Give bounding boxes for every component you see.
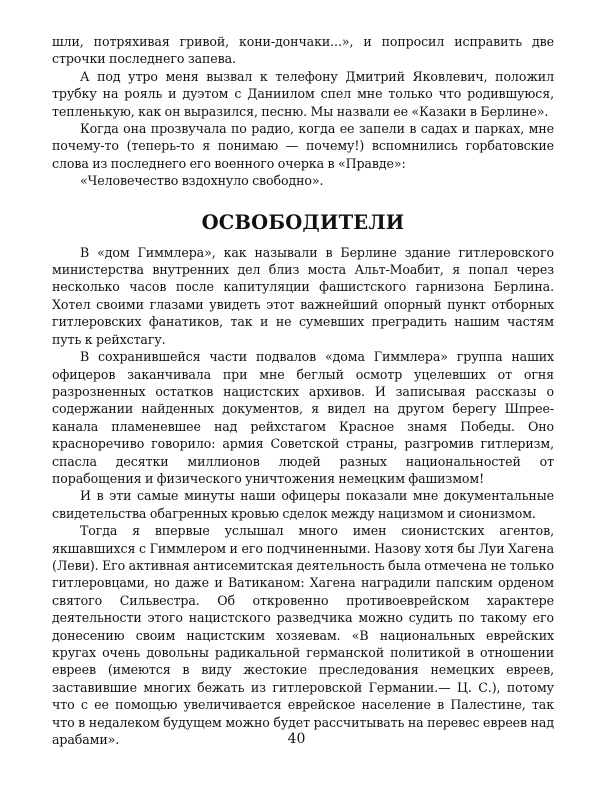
paragraph-radio: Когда она прозвучала по радио, когда ее запели в садах и парках, мне почему-то (теперь-то я понимаю — почему!) вспомнились горбатовские слова из последнего его военного очерка в «Правде»: (52, 121, 554, 171)
paragraph-quote: «Человечество вздохнуло свободно». (80, 173, 324, 189)
paragraph-phone-call: А под утро меня вызвал к телефону Дмитрий Яковлевич, положил трубку на рояль и дуэтом с Даниилом спел мне только что родившуюся, тепленькую, как он выразился, песню. Мы назвали ее «Казаки в Берлине». (52, 68, 554, 119)
paragraph-documents: И в эти самые минуты наши офицеры показали мне документальные свидетельства обагренных кровью сделок между нацизмом и сионизмом. (52, 488, 554, 521)
section-heading: ОСВОБОДИТЕЛИ (201, 210, 405, 234)
paragraph-archives: В сохранившейся части подвалов «дома Гиммлера» группа наших офицеров заканчивала при мне беглый осмотр уцелевших от огня разрозненных остатков нацистских архивов. И записывая рассказы о содержании найденных документов, я видел на другом берегу Шпрее-канала пламеневшее над рейхстагом Красное знамя Победы. Оно красноречиво говорило: армия Советской страны, разгромив гитлеризм, спасла десятки миллионов людей разных национальностей от порабощения и физического уничтожения немецким фашизмом! (52, 349, 554, 486)
paragraph-himmler-house: В «дом Гиммлера», как называли в Берлине здание гитлеровского министерства внутренних дел близ моста Альт-Моабит, я попал через несколько часов после капитуляции фашистского гарнизона Берлина. Хотел своими глазами увидеть этот важнейший опорный пункт отборных гитлеровских фанатиков, так и не сумевших преградить нашим частям путь к рейхстагу. (52, 244, 554, 347)
page-number: 40 (287, 731, 306, 747)
paragraph-continued: шли, потряхивая гривой, кони-дончаки...», и попросил исправить две строчки последнего запева. (52, 34, 554, 67)
book-page (52, 33, 554, 748)
paragraph-agents: Тогда я впервые услышал много имен сионистских агентов, якшавшихся с Гиммлером и его подчиненными. Назову хотя бы Луи Хагена (Леви). Его активная антисемитская деятельность была отмечена не только гитлеровцами, но даже и Ватиканом: Хагена наградили папским орденом святого Сильвестра. Об откровенно противоеврейском характере деятельности этого нацистского разведчика можно судить по такому его донесению своим нацистским хозяевам. «В национальных еврейских кругах очень довольны радикальной германской политикой в отношении евреев (имеются в виду жестокие преследования немецких евреев, заставившие многих бежать из гитлеровской Германии.— Ц. С.), потому что с ее помощью увеличивается еврейское население в Палестине, так что в недалеком будущем можно будет рассчитывать на перевес евреев над арабами». (52, 523, 554, 748)
